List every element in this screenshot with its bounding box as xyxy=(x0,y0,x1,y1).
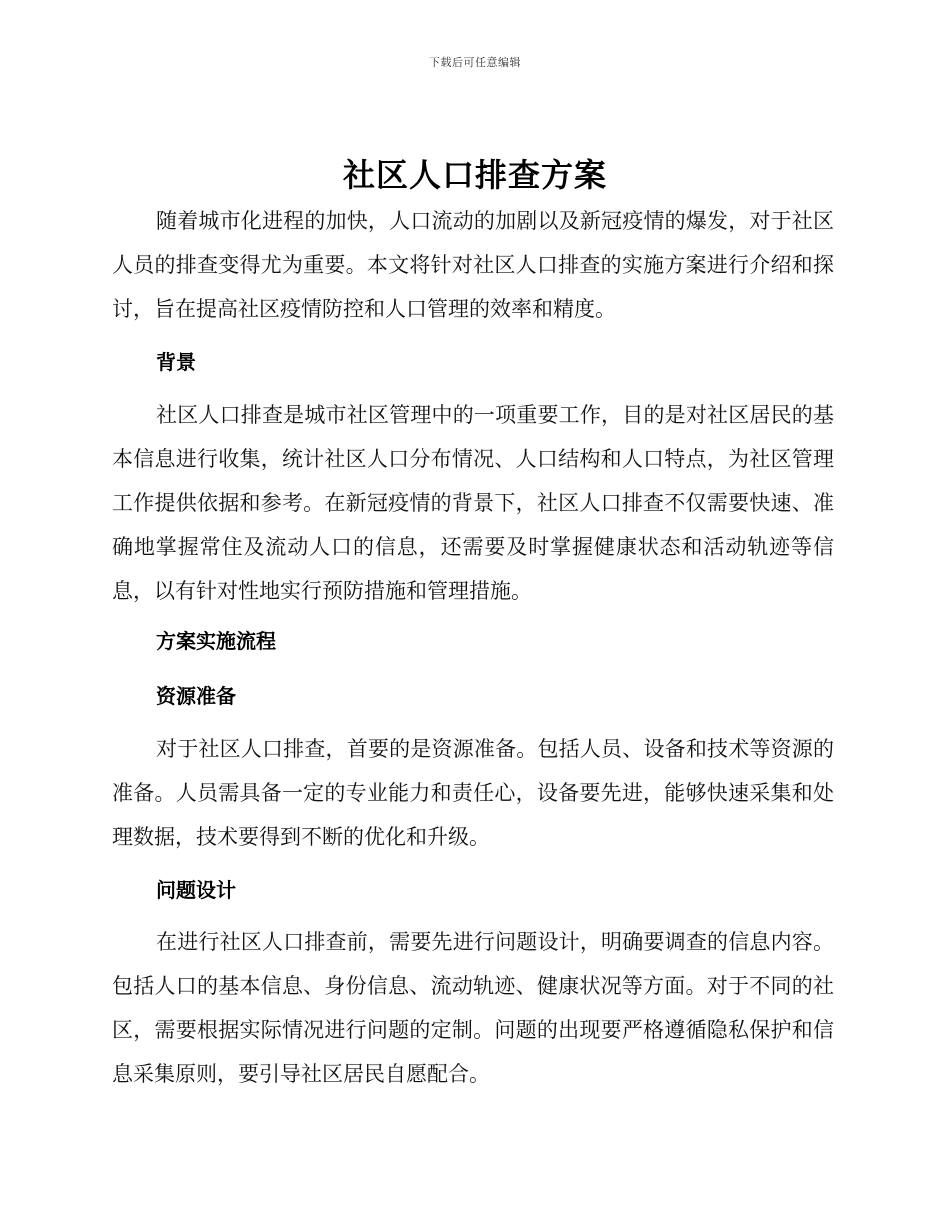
document-title: 社区人口排查方案 xyxy=(342,156,607,194)
background-paragraph: 社区人口排查是城市社区管理中的一项重要工作，目的是对社区居民的基本信息进行收集，统计社区人口分布情况、人口结构和人口特点，为社区管理工作提供依据和参考。在新冠疫情的背景下，社区人口排查不仅需要快速、准确地掌握常住及流动人口的信息，还需要及时掌握健康状态和活动轨迹等信息，以有针对性地实行预防措施和管理措施。 xyxy=(112,403,834,603)
resource-prep-paragraph: 对于社区人口排查，首要的是资源准备。包括人员、设备和技术等资源的准备。人员需具备一定的专业能力和责任心，设备要先进，能够快速采集和处理数据，技术要得到不断的优化和升级。 xyxy=(112,737,834,849)
section-heading-background: 背景 xyxy=(156,350,196,374)
section-heading-question-design: 问题设计 xyxy=(156,878,236,902)
header-note: 下载后可任意编辑 xyxy=(429,56,521,69)
intro-paragraph: 随着城市化进程的加快，人口流动的加剧以及新冠疫情的爆发，对于社区人员的排查变得尤为重要。本文将针对社区人口排查的实施方案进行介绍和探讨，旨在提高社区疫情防控和人口管理的效率和精度。 xyxy=(112,209,834,321)
section-heading-resource-prep: 资源准备 xyxy=(156,684,236,708)
section-heading-implementation: 方案实施流程 xyxy=(156,629,276,653)
question-design-paragraph: 在进行社区人口排查前，需要先进行问题设计，明确要调查的信息内容。包括人口的基本信息、身份信息、流动轨迹、健康状况等方面。对于不同的社区，需要根据实际情况进行问题的定制。问题的出现要严格遵循隐私保护和信息采集原则，要引导社区居民自愿配合。 xyxy=(112,930,834,1086)
